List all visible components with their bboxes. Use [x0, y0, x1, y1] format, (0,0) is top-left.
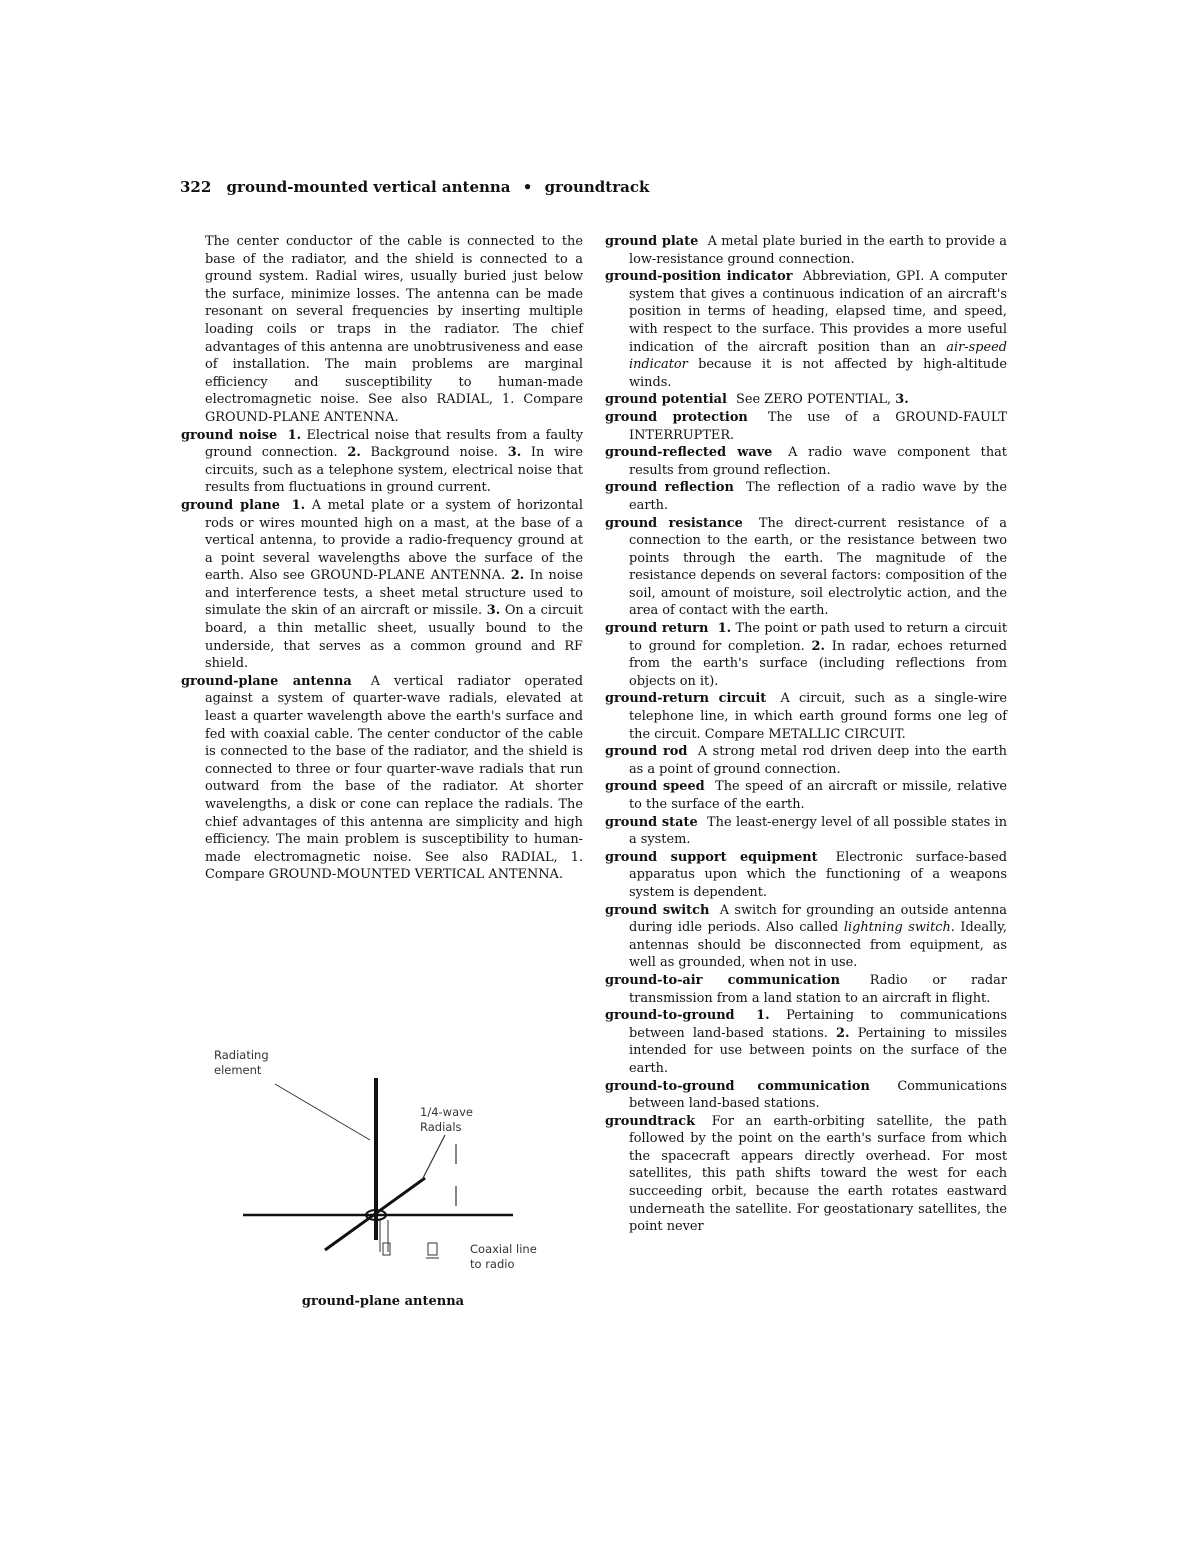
- entry-term: ground-to-ground communication: [605, 1078, 870, 1094]
- entry-term: ground plate: [605, 234, 699, 249]
- sense-number: 2.: [811, 638, 825, 654]
- coax-connector-1: [383, 1243, 390, 1255]
- entry-term: ground-plane antenna: [181, 673, 352, 689]
- entry-term: ground return: [605, 621, 709, 637]
- entry-definition: The reflection of a radio wave by the earth.: [629, 480, 1007, 513]
- entry-ground-plate: [605, 233, 1007, 268]
- entry-ground-resistance: [605, 515, 1007, 621]
- entry-ground-speed: [605, 778, 1007, 813]
- radiating-element-label: Radiating element: [214, 1048, 269, 1077]
- entry-definition: The direct-current resistance of a connection to the earth, or the resistance between two points through the earth. The magnitude of the resistance depends on several factors: composition of the soil, amount of moisture, soil electrolytic action, and the area of contact with the earth.: [629, 515, 1007, 619]
- entry-term: groundtrack: [605, 1113, 696, 1129]
- entry-term: ground state: [605, 814, 698, 830]
- entry-ground-to-air-communication: [605, 972, 1007, 1007]
- left-column: [181, 233, 583, 884]
- ground-plane-antenna-figure: [200, 1040, 570, 1290]
- page-number: 322: [180, 178, 212, 196]
- entry-definition: A switch for grounding an outside antenna during idle periods. Also called: [629, 902, 1007, 936]
- entry-definition: A metal plate buried in the earth to provide a low-resistance ground connection.: [629, 234, 1007, 267]
- sense-definition: Pertaining to communications between land-based stations.: [629, 1008, 1007, 1041]
- sense-definition: Pertaining to missiles intended for use between points on the surface of the earth.: [629, 1025, 1007, 1076]
- sense-number: 2.: [510, 568, 525, 584]
- entry-definition: Electronic surface-based apparatus upon which the functioning of a weapons system is dependent.: [629, 849, 1007, 900]
- entry-term: ground reflection: [605, 480, 734, 496]
- sense-number: 2.: [836, 1025, 850, 1041]
- entry-term: ground-return circuit: [605, 691, 767, 707]
- sense-number: 1.: [291, 497, 306, 513]
- entry-ground-switch: [605, 902, 1007, 972]
- sense-definition: On a circuit board, a thin metallic sheet, usually bound to the underside, that serves as a common ground and RF shield.: [205, 603, 583, 672]
- entry-definition: The least-energy level of all possible states in a system.: [629, 814, 1007, 848]
- entry-definition: The speed of an aircraft or missile, relative to the surface of the earth.: [629, 779, 1007, 812]
- entry-definition: Abbreviation, GPI. A computer system that gives a continuous indication of an aircraft's position in terms of heading, elapsed time, and speed, with respect to the surface. This provides a more useful indication of the aircraft position than an: [629, 269, 1007, 355]
- sense-definition: In wire circuits, such as a telephone system, electrical noise that results from fluctuations in ground current.: [205, 445, 583, 496]
- sense-number: 1.: [756, 1008, 770, 1024]
- entry-continuation: The center conductor of the cable is connected to the base of the radiator, and the shield is connected to a ground system. Radial wires, usually buried just below the surface, minimize losses. The antenna can be made resonant on several frequencies by inserting multiple loading coils or traps in the radiator. The chief advantages of this antenna are unobtrusiveness and ease of installation. The main problems are marginal efficiency and susceptibility to human-made electromagnetic noise. See also RADIAL, 1. Compare GROUND-PLANE ANTENNA.: [205, 234, 583, 425]
- entry-term: ground-position indicator: [605, 269, 793, 285]
- sense-number: 3.: [486, 603, 501, 619]
- entry-term: ground protection: [605, 409, 748, 425]
- entry-ground-reflected-wave: [605, 444, 1007, 479]
- sense-definition: In radar, echoes returned from the earth's surface (including reflections from objects on it).: [629, 638, 1007, 689]
- right-column: [605, 233, 1007, 1236]
- entry-ground-support-equipment: [605, 849, 1007, 902]
- entry-ground-plane: [181, 497, 583, 673]
- page-header: [180, 178, 649, 196]
- radials-leader-1: [422, 1135, 445, 1180]
- entry-ground-return: [605, 620, 1007, 690]
- entry-ground-to-ground: [605, 1007, 1007, 1077]
- sense-number: 3.: [895, 392, 909, 408]
- sense-number: 2.: [347, 445, 361, 461]
- entry-term: ground noise: [181, 427, 278, 443]
- entry-ground-potential: [605, 391, 1007, 409]
- sense-definition: Background noise.: [370, 445, 499, 461]
- entry-ground-reflection: [605, 479, 1007, 514]
- entry-term: ground switch: [605, 902, 710, 918]
- last-guide-word: groundtrack: [544, 178, 650, 196]
- entry-term: ground potential: [605, 392, 727, 408]
- entry-term: ground plane: [181, 497, 281, 513]
- entry-ground-to-ground-communication: [605, 1078, 1007, 1113]
- entry-ground-return-circuit: [605, 690, 1007, 743]
- sense-number: 1.: [287, 427, 302, 443]
- entry-definition: The use of a GROUND-FAULT INTERRUPTER.: [629, 409, 1007, 443]
- entry-definition: A strong metal rod driven deep into the earth as a point of ground connection.: [629, 744, 1007, 777]
- cross-reference-italic: lightning switch.: [843, 920, 955, 936]
- entry-definition-end: because it is not affected by high-altitude winds.: [629, 357, 1007, 390]
- entry-definition: A vertical radiator operated against a system of quarter-wave radials, elevated at least a quarter wavelength above the earth's surface and fed with coaxial cable. The center conductor of the cable is connected to the base of the radiator, and the shield is connected to three or four quarter-wave radials that run outward from the base of the radiator. At shorter wavelengths, a disk or cone can replace the radials. The chief advantages of this antenna are simplicity and high efficiency. The main problem is susceptibility to human-made electromagnetic noise. See also RADIAL, 1. Compare GROUND-MOUNTED VERTICAL ANTENNA.: [205, 673, 583, 883]
- sense-definition: In noise and interference tests, a sheet metal structure used to simulate the skin of an aircraft or missile.: [205, 568, 583, 619]
- figure-caption: ground-plane antenna: [301, 1294, 465, 1309]
- coax-connector-2: [428, 1243, 437, 1255]
- sense-definition: Electrical noise that results from a faulty ground connection.: [205, 427, 584, 461]
- first-guide-word: ground-mounted vertical antenna: [226, 178, 511, 196]
- entry-term: ground rod: [605, 744, 688, 760]
- entry-ground-position-indicator: [605, 268, 1007, 391]
- entry-term: ground-to-air communication: [605, 972, 840, 988]
- entry-ground-rod: [605, 743, 1007, 778]
- entry-ground-protection: [605, 409, 1007, 444]
- entry-ground-state: [605, 814, 1007, 849]
- cross-reference-italic: air-speed indicator: [629, 339, 1007, 373]
- sense-number: 3.: [507, 445, 522, 461]
- sense-definition: The point or path used to return a circuit to ground for completion.: [629, 621, 1007, 654]
- entry-definition: For an earth-orbiting satellite, the path followed by the point on the earth's surface from which the spacecraft appears directly overhead. For most satellites, this path shifts toward the west for each succeeding orbit, because the earth rotates eastward underneath the satellite. For geostationary satellites, the point never: [629, 1113, 1007, 1235]
- entry-ground-plane-antenna: [181, 673, 583, 884]
- entry-definition: A circuit, such as a single-wire telephone line, in which earth ground forms one leg of the circuit. Compare METALLIC CIRCUIT.: [629, 691, 1008, 742]
- entry-term: ground resistance: [605, 515, 743, 531]
- entry-definition: Radio or radar transmission from a land station to an aircraft in flight.: [629, 972, 1007, 1006]
- entry-term: ground speed: [605, 779, 705, 795]
- entry-term: ground-reflected wave: [605, 445, 773, 461]
- entry-definition: A radio wave component that results from ground reflection.: [629, 445, 1007, 478]
- entry-definition-end: Ideally, antennas should be disconnected from equipment, as well as grounded, when not in use.: [629, 920, 1007, 971]
- sense-definition: A metal plate or a system of horizontal rods or wires mounted high on a mast, at the base of a vertical antenna, to provide a radio-frequency ground at a point several wavelengths above the surface of the earth. Also see GROUND-PLANE ANTENNA.: [205, 497, 583, 584]
- radiating-element-leader: [275, 1084, 370, 1140]
- entry-ground-noise: [181, 427, 583, 497]
- entry-groundtrack: [605, 1113, 1007, 1236]
- entry-term: ground support equipment: [605, 849, 818, 865]
- radials-label: 1/4-wave Radials: [420, 1105, 473, 1134]
- entry-definition: See ZERO POTENTIAL,: [736, 392, 892, 408]
- entry-definition: Communications between land-based stations.: [629, 1078, 1007, 1112]
- guide-word-separator: •: [522, 178, 533, 196]
- coaxial-line-label: Coaxial line to radio: [470, 1242, 537, 1271]
- entry-term: ground-to-ground: [605, 1008, 735, 1024]
- sense-number: 1.: [717, 621, 732, 637]
